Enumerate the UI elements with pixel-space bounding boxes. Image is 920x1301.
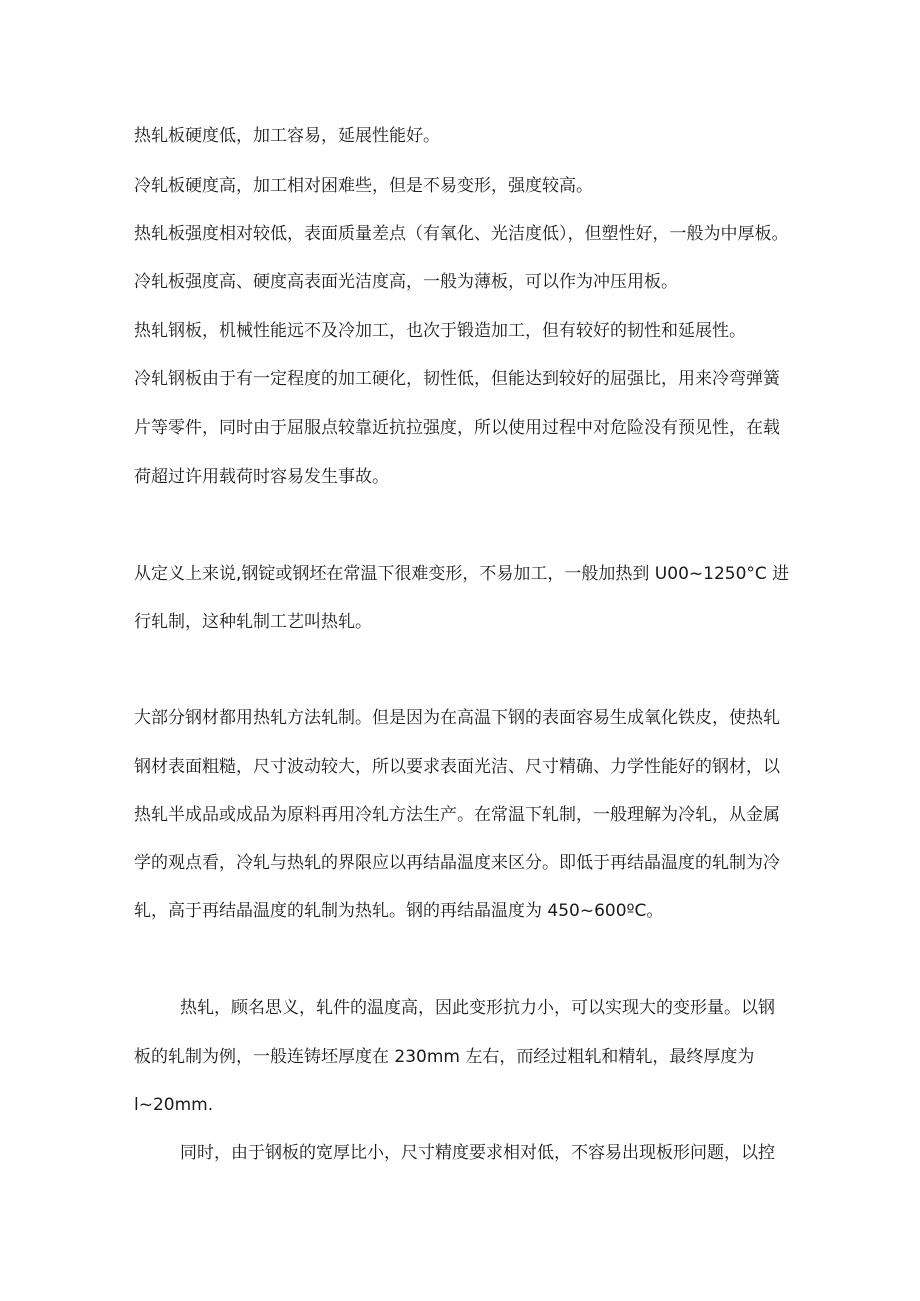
paragraph-line: 热轧，顾名思义，轧件的温度高，因此变形抗力小，可以实现大的变形量。以钢 xyxy=(180,998,775,1018)
paragraph-line: l~20mm. xyxy=(134,1095,214,1115)
paragraph-line: 热轧板硬度低，加工容易，延展性能好。 xyxy=(134,126,440,146)
paragraph-line: 冷轧板强度高、硬度高表面光洁度高，一般为薄板，可以作为冲压用板。 xyxy=(134,272,678,292)
paragraph-line: 行轧制，这种轧制工艺叫热轧。 xyxy=(134,612,372,632)
paragraph-line: 学的观点看，冷轧与热轧的界限应以再结晶温度来区分。即低于再结晶温度的轧制为冷 xyxy=(134,853,780,873)
paragraph-line: 钢材表面粗糙，尺寸波动较大，所以要求表面光洁、尺寸精确、力学性能好的钢材，以 xyxy=(134,757,780,777)
paragraph-line: 热轧钢板，机械性能远不及冷加工，也次于锻造加工，但有较好的韧性和延展性。 xyxy=(134,321,746,341)
paragraph-line: 从定义上来说,钢锭或钢坯在常温下很难变形，不易加工，一般加热到 U00~1250°C 进 xyxy=(134,564,790,584)
paragraph-line: 大部分钢材都用热轧方法轧制。但是因为在高温下钢的表面容易生成氧化铁皮，使热轧 xyxy=(134,708,780,728)
paragraph-line: 热轧板强度相对较低，表面质量差点（有氧化、光洁度低），但塑性好，一般为中厚板。 xyxy=(134,224,789,244)
paragraph-line: 冷轧板硬度高，加工相对困难些，但是不易变形，强度较高。 xyxy=(134,176,593,196)
paragraph-line: 板的轧制为例，一般连铸坯厚度在 230mm 左右，而经过粗轧和精轧，最终厚度为 xyxy=(134,1047,755,1067)
paragraph-line: 同时，由于钢板的宽厚比小，尺寸精度要求相对低，不容易出现板形问题，以控 xyxy=(180,1143,775,1163)
paragraph-line: 冷轧钢板由于有一定程度的加工硬化，韧性低，但能达到较好的屈强比，用来冷弯弹簧 xyxy=(134,369,780,389)
paragraph-line: 轧，高于再结晶温度的轧制为热轧。钢的再结晶温度为 450~600ºC。 xyxy=(134,901,664,921)
paragraph-line: 热轧半成品或成品为原料再用冷轧方法生产。在常温下轧制，一般理解为冷轧，从金属 xyxy=(134,805,780,825)
paragraph-line: 片等零件，同时由于屈服点较靠近抗拉强度，所以使用过程中对危险没有预见性，在载 xyxy=(134,418,780,438)
paragraph-line: 荷超过许用载荷时容易发生事故。 xyxy=(134,467,389,487)
